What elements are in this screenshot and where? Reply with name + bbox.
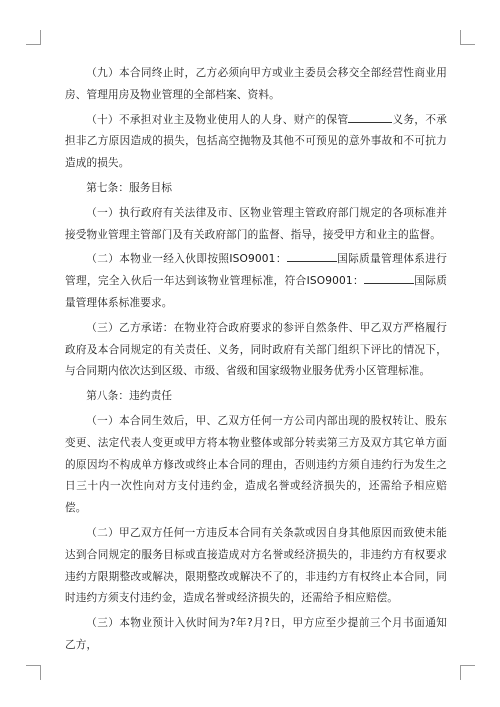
crop-mark-top-right <box>460 30 475 45</box>
fill-in-blank <box>348 111 392 123</box>
paragraph-liability-1: （一）本合同生效后，甲、乙双方任何一方公司内部出现的股权转让、股东变更、法定代表人变更或甲方将本物业整体或部分转卖第三方及双方其它单方面的原因均不构成单方修改或终止本合同的理由，否则违约方须自违约行为发生之日三十内一次性向对方支付违约金，造成名誉或经济损失的，还需给予相应赔偿。 <box>65 414 447 515</box>
section-heading-article-7: 第七条：服务目标 <box>86 181 173 194</box>
crop-mark-bottom-right <box>460 665 475 680</box>
paragraph-target-3: （三）乙方承诺：在物业符合政府要求的参评自然条件、甲乙双方严格履行政府及本合同规定的有关责任、义务，同时政府有关部门组织下评比的情况下，与合同期内依次达到区级、市级、省级和国家级物业服务优秀小区管理标准。 <box>65 321 447 378</box>
paragraph-text: 国际质量管理体系标准要求。 <box>65 275 447 309</box>
paragraph-text: 义务，不承担非乙方原因造成的损失，包括高空抛物及其他不可预见的意外事故和不可抗力造成的损失。 <box>65 113 447 170</box>
section-heading-article-8: 第八条：违约责任 <box>86 390 173 403</box>
paragraph-text: 国际质量管理体系进行管理，完全入伙后一年达到该物业管理标准，符合ISO9001： <box>65 253 448 288</box>
paragraph-target-2 <box>65 249 447 314</box>
paragraph-text: （十）不承担对业主及物业使用人的人身、财产的保管 <box>86 113 349 126</box>
crop-mark-top-left <box>26 30 41 45</box>
fill-in-blank <box>364 272 414 284</box>
paragraph-clause-9: （九）本合同终止时，乙方必须向甲方或业主委员会移交全部经营性商业用房、管理用房及物业管理的全部档案、资料。 <box>65 67 447 101</box>
crop-mark-bottom-left <box>26 665 41 680</box>
paragraph-clause-10 <box>65 110 447 175</box>
paragraph-target-1: （一）执行政府有关法律及市、区物业管理主管政府部门规定的各项标准并接受物业管理主管部门及有关政府部门的监督、指导，接受甲方和业主的监督。 <box>65 206 447 241</box>
paragraph-liability-2: （二）甲乙双方任何一方违反本合同有关条款或因自身其他原因而致使未能达到合同规定的服务目标或直接造成对方名誉或经济损失的，非违约方有权要求违约方限期整改或解决，限期整改或解决不了的，非违约方有权终止本合同，同时违约方须支付违约金，造成名誉或经济损失的，还需给予相应赔偿。 <box>65 526 447 605</box>
paragraph-text: （二）本物业一经入伙即按照ISO9001： <box>86 253 287 266</box>
document-body <box>65 63 447 660</box>
paragraph-liability-3: （三）本物业预计入伙时间为?年?月?日，甲方应至少提前三个月书面通知乙方， <box>65 617 447 651</box>
fill-in-blank <box>287 250 337 262</box>
